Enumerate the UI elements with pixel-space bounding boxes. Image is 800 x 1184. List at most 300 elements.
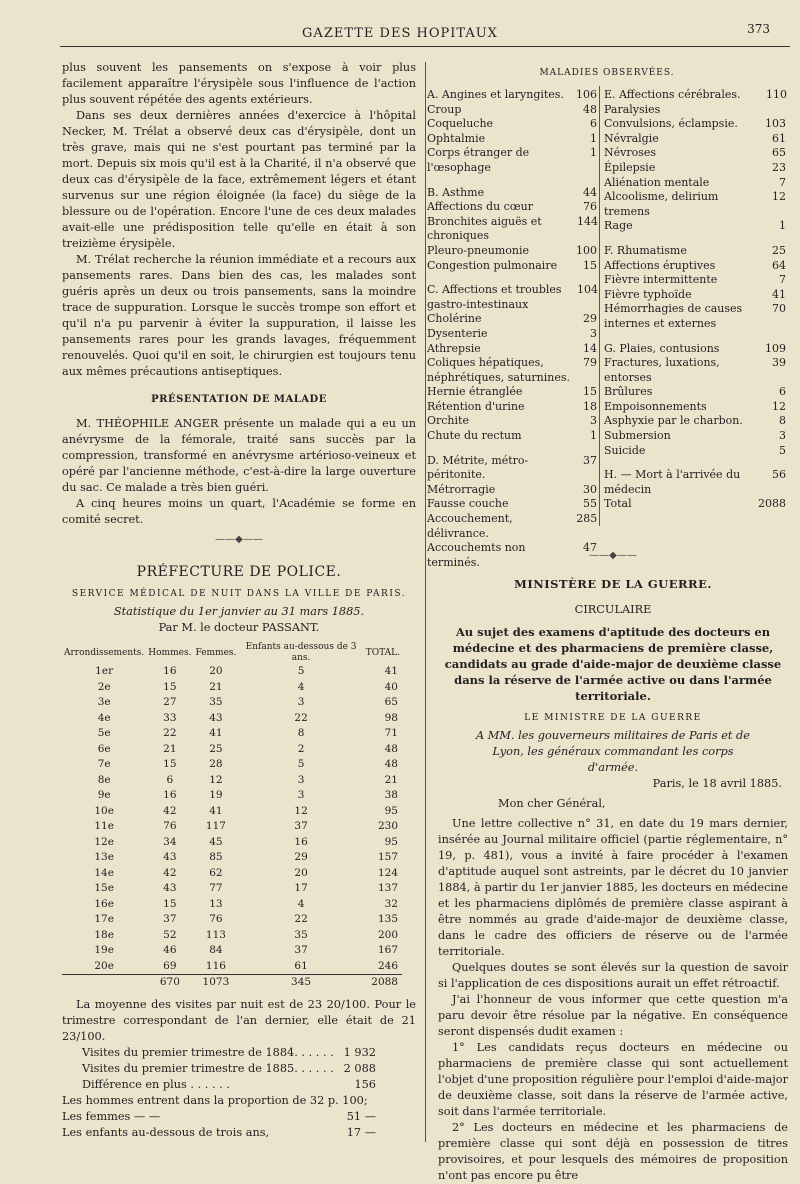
disease-row	[427, 429, 597, 444]
table-cell: 28	[209, 758, 223, 770]
disease-count: 41	[772, 287, 786, 301]
item-value: 51 —	[346, 1109, 376, 1123]
disease-count: 14	[583, 341, 597, 355]
disease-label: H. — Mort à l'arrivée du médecin	[604, 468, 741, 496]
disease-row	[604, 117, 786, 132]
table-cell: 16	[163, 665, 177, 677]
item-label: Les femmes — —	[62, 1109, 161, 1123]
item-value: 17 —	[346, 1125, 376, 1139]
column-divider	[425, 62, 426, 1142]
table-cell: 4	[297, 680, 305, 693]
disease-count: 3	[590, 326, 597, 340]
table-cell: 6	[166, 773, 174, 786]
item-value: 1 932	[343, 1045, 376, 1059]
list-item	[82, 1077, 376, 1093]
disease-count: 12	[772, 399, 786, 413]
table-row	[62, 912, 402, 928]
disease-row	[427, 414, 597, 429]
table-cell: 157	[377, 851, 398, 863]
table-cell: 35	[294, 928, 308, 941]
disease-count: 6	[590, 117, 597, 131]
disease-label: Névralgie	[604, 131, 659, 145]
table-cell: 76	[209, 913, 223, 925]
table-cell: 13e	[94, 851, 114, 863]
table-total-cell: 1073	[193, 975, 238, 991]
disease-count: 1	[590, 429, 597, 443]
disease-label: Rage	[604, 219, 633, 233]
table-row	[62, 664, 402, 680]
table-row	[62, 757, 402, 773]
prefecture-title: PRÉFECTURE DE POLICE.	[136, 564, 342, 580]
war-title: MINISTÈRE DE LA GUERRE.	[514, 577, 712, 591]
table-header: Femmes.	[195, 647, 237, 658]
table-cell: 29	[294, 851, 308, 863]
table-cell: 2	[297, 742, 305, 755]
table-cell: 4e	[97, 711, 111, 724]
table-cell: 34	[163, 835, 177, 848]
diseases-column-1	[427, 88, 597, 570]
table-cell: 1er	[95, 665, 114, 677]
disease-label: Submersion	[604, 429, 671, 443]
table-cell: 37	[163, 913, 177, 925]
table-cell: 246	[377, 959, 398, 972]
table-cell: 12e	[94, 835, 114, 848]
disease-row	[427, 356, 597, 385]
table-total-cell: 345	[238, 975, 363, 991]
table-cell: 17e	[94, 913, 114, 925]
disease-label: Fausse couche	[427, 497, 509, 511]
disease-label: Hernie étranglée	[427, 385, 523, 399]
table-cell: 33	[163, 711, 177, 724]
disease-row	[604, 146, 786, 161]
disease-row	[604, 176, 786, 191]
disease-row	[427, 186, 597, 201]
table-row	[62, 742, 402, 758]
paragraph: Dans ses deux dernières années d'exercice à l'hôpital Necker, M. Trélat a observé deux cas d'érysipèle, dont un très grave, mais qui ne s'est pourtant pas terminé par la mort. Depuis six mois qu'il est à la Charité, il n'a observé que deux cas d'érysipèle de la face, extrêmement légers et étant survenus sur une région éloignée (la face) du siège de la blessure ou de l'opération. Encore l'une de ces deux malades avait-elle une prédisposition telle qu'elle en était à son treizième érysipèle.	[62, 109, 416, 250]
table-cell: 21	[384, 773, 398, 786]
list-item	[82, 1061, 376, 1077]
table-cell: 7e	[97, 758, 111, 770]
table-cell: 41	[209, 727, 223, 739]
disease-label: Pleuro-pneumonie	[427, 243, 529, 257]
page-number: 373	[747, 22, 770, 36]
service-title: SERVICE MÉDICAL DE NUIT DANS LA VILLE DE PARIS.	[71, 589, 407, 599]
list-item	[62, 1093, 376, 1109]
left-column	[62, 60, 416, 1141]
item-label: Visites du premier trimestre de 1885. . . . . .	[82, 1061, 334, 1075]
table-total-cell: 670	[146, 975, 193, 991]
table-row	[62, 695, 402, 711]
table-cell: 8	[297, 727, 305, 739]
disease-row	[604, 468, 786, 497]
disease-label: Orchite	[427, 414, 469, 428]
disease-count: 3	[590, 414, 597, 428]
table-cell: 5	[297, 665, 305, 677]
disease-row	[427, 400, 597, 415]
table-cell: 37	[294, 944, 308, 956]
disease-count: 6	[779, 385, 786, 399]
disease-row	[604, 342, 786, 357]
closing-text: A cinq heures moins un quart, l'Académie se forme en comité secret.	[62, 497, 416, 526]
table-cell: 42	[163, 866, 177, 879]
table-total-cell: 2088	[364, 975, 402, 991]
table-cell: 4	[297, 897, 305, 910]
list-item	[82, 1045, 376, 1061]
disease-row	[604, 219, 786, 234]
table-cell: 35	[209, 696, 223, 708]
table-cell: 40	[384, 680, 398, 693]
table-cell: 116	[205, 959, 226, 972]
disease-count: 39	[772, 356, 786, 370]
addressees: A MM. les gouverneurs militaires de Paris et de Lyon, les généraux commandant les corps d'armée.	[476, 729, 750, 774]
table-cell: 45	[209, 835, 223, 848]
disease-count: 1	[779, 219, 786, 233]
disease-label: Hémorrhagies de causes internes et externes	[604, 302, 743, 330]
disease-row	[604, 497, 786, 512]
table-cell: 38	[384, 789, 398, 801]
disease-label: Coqueluche	[427, 117, 494, 131]
table-cell: 8e	[97, 773, 111, 786]
disease-row	[604, 356, 786, 385]
table-cell: 9e	[97, 789, 111, 801]
disease-count: 76	[583, 200, 597, 214]
separator-ornament: ——◆——	[215, 534, 263, 545]
table-cell: 77	[209, 882, 223, 894]
table-row	[62, 866, 402, 882]
disease-label: Athrepsie	[427, 341, 481, 355]
disease-label: Alcoolisme, delirium tremens	[604, 190, 719, 218]
disease-row	[427, 385, 597, 400]
disease-count: 44	[583, 185, 597, 199]
table-cell: 41	[384, 665, 398, 677]
disease-label: Névroses	[604, 146, 657, 160]
disease-count: 23	[772, 160, 786, 174]
disease-label: Convulsions, éclampsie.	[604, 117, 738, 131]
table-cell: 11e	[94, 820, 114, 832]
disease-row	[427, 215, 597, 244]
diseases-title: MALADIES OBSERVÉES.	[539, 68, 675, 78]
table-cell: 85	[209, 851, 223, 863]
table-cell: 21	[209, 680, 223, 693]
table-cell: 10e	[94, 804, 114, 817]
disease-row	[604, 400, 786, 415]
table-cell: 135	[377, 913, 398, 925]
disease-count: 37	[583, 453, 597, 467]
table-cell: 200	[377, 928, 398, 941]
spacer	[604, 332, 786, 342]
table-cell: 230	[377, 820, 398, 832]
disease-count: 110	[766, 88, 787, 101]
disease-count: 29	[583, 312, 597, 326]
disease-count: 79	[583, 356, 597, 370]
table-cell: 5e	[97, 727, 111, 739]
paragraph: 1° Les candidats reçus docteurs en médecine ou pharmaciens de première classe qui sont actuellement l'objet d'une proposition régulière pour l'emploi d'aide-major de deuxième classe, soit dans la réserve de l'armée active, soit dans l'armée territoriale.	[438, 1041, 788, 1118]
disease-label: Dysenterie	[427, 326, 488, 340]
paragraph: 2° Les docteurs en médecine et les pharmaciens de première classe qui sont déjà en possession de titres provisoires, et pour lesquels des mémoires de proposition n'ont pas encore pu être	[438, 1121, 788, 1182]
disease-count: 7	[779, 273, 786, 287]
disease-label: F. Rhumatisme	[604, 243, 687, 257]
disease-row	[604, 190, 786, 219]
presentation-text: M. THÉOPHILE ANGER présente un malade qui a eu un anévrysme de la fémorale, traité sans succès par la compression, transformé en anévrysme artérioso-veineux et opéré par l'ancienne méthode, c'est-à-dire la large ouverture du sac. Ce malade a très bien guéri.	[62, 417, 416, 494]
table-cell: 3	[297, 789, 305, 801]
disease-label: Épilepsie	[604, 160, 656, 174]
table-cell: 21	[163, 742, 177, 755]
disease-count: 109	[765, 341, 786, 355]
table-cell: 137	[377, 882, 398, 894]
disease-row	[604, 385, 786, 400]
table-total-cell	[62, 975, 146, 991]
disease-row	[604, 244, 786, 259]
disease-row	[427, 88, 597, 103]
disease-label: Fractures, luxations, entorses	[604, 356, 720, 384]
table-cell: 20	[209, 665, 223, 677]
disease-label: Bronchites aiguës et chroniques	[427, 214, 542, 243]
disease-count: 106	[576, 88, 597, 101]
disease-count: 103	[765, 117, 786, 131]
item-label: Les hommes entrent dans la proportion de 32 p. 100;	[62, 1093, 368, 1107]
disease-count: 55	[583, 497, 597, 511]
item-label: Visites du premier trimestre de 1884. . . . . .	[82, 1045, 334, 1059]
disease-count: 48	[583, 102, 597, 116]
table-cell: 117	[205, 820, 226, 832]
disease-label: Suicide	[604, 443, 646, 457]
table-cell: 22	[294, 711, 308, 724]
disease-count: 30	[583, 482, 597, 496]
disease-row	[427, 312, 597, 327]
disease-label: Congestion pulmonaire	[427, 258, 558, 272]
disease-count: 7	[779, 175, 786, 189]
table-cell: 3	[297, 773, 305, 786]
disease-count: 12	[772, 190, 786, 204]
table-cell: 22	[163, 727, 177, 739]
table-cell: 95	[384, 835, 398, 848]
spacer	[427, 444, 597, 454]
table-row	[62, 835, 402, 851]
spacer	[427, 176, 597, 186]
disease-row	[427, 483, 597, 498]
spacer	[604, 234, 786, 244]
moyenne-text: La moyenne des visites par nuit est de 23 20/100. Pour le trimestre correspondant de l'an dernier, elle était de 21 23/100.	[62, 997, 416, 1043]
table-header: Enfants au-dessous de 3 ans.	[245, 642, 357, 663]
disease-label: Accouchemts non terminés.	[427, 541, 526, 569]
disease-count: 70	[772, 302, 786, 316]
item-value: 156	[354, 1077, 376, 1091]
disease-count: 15	[583, 258, 597, 272]
table-cell: 17	[294, 882, 308, 894]
table-cell: 5	[297, 758, 305, 770]
spacer	[604, 458, 786, 468]
disease-label: Total	[604, 497, 632, 511]
table-cell: 124	[377, 866, 398, 879]
disease-count: 47	[583, 541, 597, 555]
separator-ornament: ——◆——	[589, 550, 637, 561]
table-total-row	[62, 975, 402, 991]
disease-row	[427, 327, 597, 342]
circular-subject: Au sujet des examens d'aptitude des docteurs en médecine et des pharmaciens de première classe, candidats au grade d'aide-major de deuxième classe dans la réserve de l'armée active ou dans l'armée territoriale.	[444, 625, 782, 703]
paragraph: Une lettre collective n° 31, en date du 19 mars dernier, insérée au Journal militaire officiel (partie réglementaire, n° 19, p. 481), vous a invité à faire procéder à l'examen d'aptitude auquel sont astreints, par le décret du 10 janvier 1884, à partir du 1er janvier 1885, les docteurs en médecine et les pharmaciens diplômés de première classe aspirant à être nommés au grade d'aide-major de deuxième classe, dans le cadre des officiers de réserve ou de l'armée territoriale.	[438, 817, 788, 958]
circulaire-title: CIRCULAIRE	[574, 603, 652, 616]
table-cell: 43	[163, 851, 177, 863]
table-cell: 20e	[94, 959, 114, 972]
table-row	[62, 928, 402, 944]
table-cell: 98	[384, 711, 398, 724]
list-item	[62, 1125, 376, 1141]
disease-row	[427, 146, 597, 175]
table-cell: 6e	[97, 742, 111, 755]
table-cell: 32	[384, 897, 398, 910]
statistics-table	[62, 642, 402, 991]
disease-row	[427, 117, 597, 132]
table-cell: 65	[384, 696, 398, 708]
disease-row	[427, 497, 597, 512]
table-cell: 62	[209, 866, 223, 879]
disease-count: 64	[772, 258, 786, 272]
disease-count: 61	[772, 131, 786, 145]
table-cell: 15	[163, 897, 177, 910]
table-row	[62, 881, 402, 897]
disease-label: Affections du cœur	[427, 200, 534, 214]
disease-count: 285	[576, 512, 598, 526]
disease-label: C. Affections et troubles gastro-intestinaux	[427, 283, 562, 311]
table-row	[62, 711, 402, 727]
stat-author: Par M. le docteur PASSANT.	[158, 621, 320, 634]
salutation: Mon cher Général,	[498, 797, 606, 810]
table-cell: 16	[294, 835, 308, 848]
stat-subtitle: Statistique du 1er janvier au 31 mars 1885.	[113, 605, 365, 618]
disease-label: Accouchement, délivrance.	[427, 512, 513, 540]
disease-count: 100	[576, 243, 597, 257]
table-cell: 19e	[94, 944, 114, 956]
disease-count: 65	[772, 146, 786, 160]
table-row	[62, 959, 402, 975]
table-cell: 15e	[94, 882, 114, 894]
table-row	[62, 897, 402, 913]
disease-row	[427, 244, 597, 259]
disease-row	[427, 283, 597, 312]
disease-label: Asphyxie par le charbon.	[604, 414, 743, 428]
disease-row	[604, 259, 786, 274]
table-cell: 16	[163, 789, 177, 801]
disease-label: Chute du rectum	[427, 429, 522, 443]
table-cell: 15	[163, 758, 177, 770]
disease-label: Fièvre typhoïde	[604, 287, 692, 301]
disease-row	[427, 103, 597, 118]
table-cell: 13	[209, 897, 223, 910]
table-cell: 14e	[94, 866, 114, 879]
disease-row	[604, 414, 786, 429]
table-row	[62, 943, 402, 959]
table-cell: 19	[209, 789, 223, 801]
disease-label: Empoisonnements	[604, 399, 707, 413]
disease-row	[604, 429, 786, 444]
table-header: TOTAL.	[365, 647, 400, 658]
disease-label: Corps étranger de l'œsophage	[427, 146, 530, 174]
disease-label: Coliques hépatiques, néphrétiques, saturnines.	[427, 356, 571, 384]
page-header-title: GAZETTE DES HOPITAUX	[302, 26, 498, 41]
table-cell: 37	[294, 820, 308, 832]
disease-label: Brûlures	[604, 385, 653, 399]
table-cell: 27	[163, 696, 177, 708]
table-cell: 42	[163, 804, 177, 817]
disease-count: 1	[590, 146, 597, 160]
disease-label: Ophtalmie	[427, 131, 486, 145]
minister-line: LE MINISTRE DE LA GUERRE	[524, 713, 702, 723]
paragraph: plus souvent les pansements on s'expose à voir plus facilement apparaître l'érysipèle sous l'influence de l'action plus souvent répétée des agents extérieurs.	[62, 61, 416, 106]
war-ministry-section	[438, 544, 788, 1184]
disease-label: A. Angines et laryngites.	[427, 88, 564, 101]
disease-label: Métrorragie	[427, 482, 496, 496]
item-label: Les enfants au-dessous de trois ans,	[62, 1125, 270, 1139]
table-row	[62, 788, 402, 804]
table-header: Hommes.	[148, 647, 192, 658]
table-cell: 48	[384, 758, 398, 770]
table-row	[62, 819, 402, 835]
table-cell: 18e	[94, 928, 114, 941]
disease-row	[604, 302, 786, 331]
table-row	[62, 804, 402, 820]
table-cell: 48	[384, 742, 398, 755]
disease-count: 2088	[758, 497, 786, 511]
disease-count: 25	[772, 243, 786, 257]
table-header: Arrondissements.	[64, 647, 145, 658]
disease-row	[604, 88, 786, 117]
table-row	[62, 850, 402, 866]
disease-row	[427, 200, 597, 215]
table-cell: 12	[209, 773, 223, 786]
table-cell: 3	[297, 696, 305, 708]
disease-row	[427, 342, 597, 357]
item-value: 2 088	[343, 1061, 376, 1075]
table-cell: 16e	[94, 897, 114, 910]
disease-row	[604, 161, 786, 176]
table-cell: 167	[377, 944, 398, 956]
paragraph: M. Trélat recherche la réunion immédiate et a recours aux pansements rares. Dans bien des cas, les malades sont guéris après un deux ou trois pansements, sans la moindre trace de suppuration. Lorsque le succès trompe son effort et qu'il n'a pu parvenir à éviter la suppuration, il laisse les pansements rares pour les grands lavages, fréquemment renouvelés. Quoi qu'il en soit, le chirurgien est toujours tenu aux mêmes précautions antiseptiques.	[62, 253, 416, 378]
disease-row	[427, 454, 597, 483]
table-row	[62, 680, 402, 696]
table-cell: 15	[163, 680, 177, 693]
disease-row	[427, 259, 597, 274]
disease-label: Fièvre intermittente	[604, 273, 718, 287]
presentation-title: PRÉSENTATION DE MALADE	[151, 394, 327, 405]
paragraph: Quelques doutes se sont élevés sur la question de savoir si l'application de ces dispositions aurait un effet rétroactif.	[438, 961, 788, 990]
disease-row	[604, 288, 786, 303]
table-row	[62, 773, 402, 789]
disease-label: Croup	[427, 102, 462, 116]
table-cell: 71	[384, 727, 398, 739]
disease-label: D. Métrite, métro-péritonite.	[427, 453, 529, 482]
table-cell: 113	[205, 928, 226, 941]
table-cell: 25	[209, 742, 223, 755]
table-cell: 84	[209, 944, 223, 956]
paragraph: J'ai l'honneur de vous informer que cette question m'a paru devoir être résolue par la négative. En conséquence seront dispensés dudit examen :	[438, 993, 788, 1038]
disease-row	[604, 273, 786, 288]
disease-count: 3	[779, 429, 786, 443]
disease-row	[427, 132, 597, 147]
header-rule	[60, 46, 790, 47]
circular-body	[438, 816, 788, 1184]
table-cell: 22	[294, 913, 308, 925]
disease-count: 18	[583, 399, 597, 413]
disease-count: 15	[583, 385, 597, 399]
table-cell: 43	[209, 711, 223, 724]
disease-row	[427, 512, 597, 541]
diseases-divider	[599, 86, 600, 526]
table-cell: 46	[163, 944, 177, 956]
disease-label: G. Plaies, contusions	[604, 341, 720, 355]
table-cell: 52	[163, 928, 177, 941]
disease-count: 56	[772, 468, 786, 482]
disease-count: 144	[577, 214, 598, 228]
